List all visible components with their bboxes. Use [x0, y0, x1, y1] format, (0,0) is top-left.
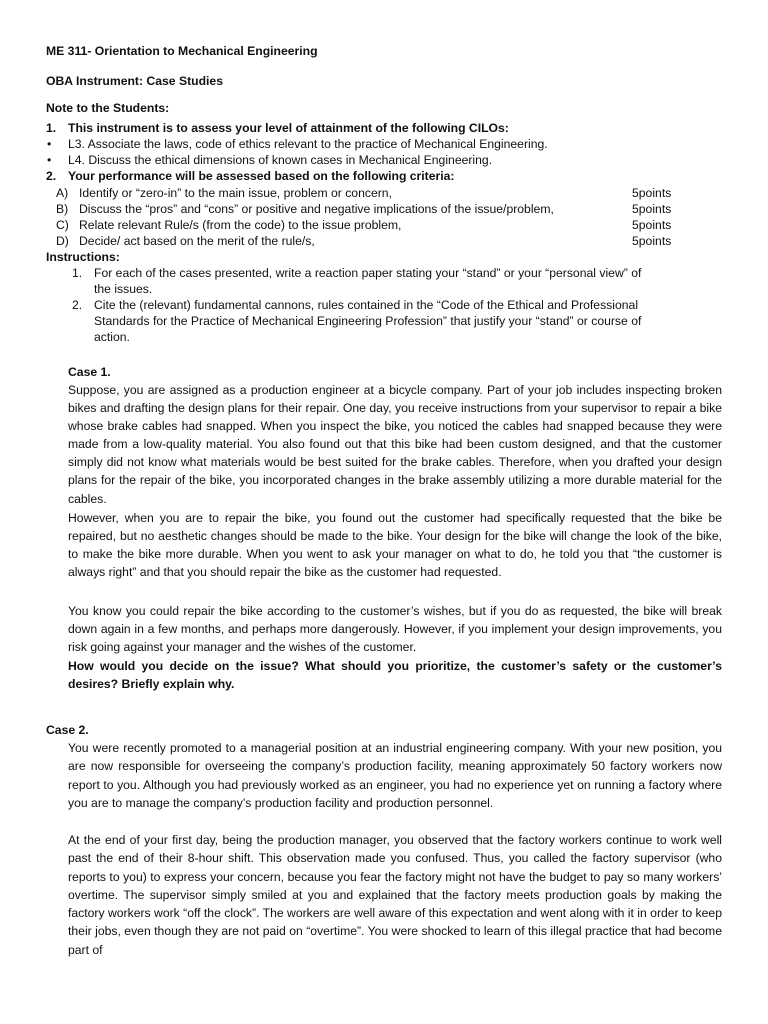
- instruction-text: action.: [94, 330, 130, 344]
- criterion-points: 5points: [632, 218, 672, 232]
- criterion-letter: C): [56, 218, 69, 232]
- criterion-text: Relate relevant Rule/s (from the code) to the issue problem,: [79, 218, 402, 232]
- criterion-letter: B): [56, 202, 69, 216]
- criterion-points: 5points: [632, 234, 672, 248]
- case-paragraph: You were recently promoted to a managerial position at an industrial engineering company. With your new position, you are now responsible for overseeing the company’s production facility, meaning approximately 50 factory workers now report to you. Although you had previously worked as an engineer, you had no experience yet on running a factory where you are to manage the company’s production facility and production personnel.: [68, 741, 722, 810]
- note-heading: Note to the Students:: [46, 101, 170, 115]
- instruction-number: 2.: [72, 298, 83, 312]
- criterion-text: Identify or “zero-in” to the main issue, problem or concern,: [79, 186, 392, 200]
- criterion-letter: D): [56, 234, 69, 248]
- bullet-icon: •: [47, 137, 52, 151]
- cilo-item: L4. Discuss the ethical dimensions of known cases in Mechanical Engineering.: [68, 153, 493, 167]
- course-title: ME 311- Orientation to Mechanical Engineering: [46, 44, 318, 58]
- case-paragraph: You know you could repair the bike according to the customer’s wishes, but if you do as requested, the bike will break down again in a few months, and perhaps more dangerously. However, if you implement your design improvements, you risk going against your manager and the wishes of the customer.: [68, 604, 722, 655]
- case-title: Case 2.: [46, 723, 89, 737]
- criterion-points: 5points: [632, 202, 672, 216]
- case-paragraph: However, when you are to repair the bike, you found out the customer had specifically requested that the bike be repaired, but no aesthetic changes should be made to the bike. Your design for the bike will change the look of the bike, to make the bike more durable. When you went to ask your manager on what to do, he told you that “the customer is always right” and that you should repair the bike as the customer had requested.: [68, 511, 722, 580]
- instructions-heading: Instructions:: [46, 250, 120, 264]
- case-title: Case 1.: [68, 365, 111, 379]
- cilo-item: L3. Associate the laws, code of ethics relevant to the practice of Mechanical Engineering.: [68, 137, 548, 151]
- instruction-text: the issues.: [94, 282, 153, 296]
- criterion-points: 5points: [632, 186, 672, 200]
- instruction-text: Standards for the Practice of Mechanical Engineering Profession” that justify your “stand” or course of: [94, 314, 642, 328]
- instruction-text: For each of the cases presented, write a reaction paper stating your “stand” or your “personal view” of: [94, 266, 642, 280]
- item-text: Your performance will be assessed based on the following criteria:: [68, 169, 455, 183]
- instrument-title: OBA Instrument: Case Studies: [46, 74, 223, 88]
- case-paragraph: Suppose, you are assigned as a production engineer at a bicycle company. Part of your job includes inspecting broken bikes and drafting the design plans for their repair. One day, you receive instructions from your supervisor to repair a bike whose brake cables had snapped. When you inspect the bike, you noticed the cables had snapped because they were made from a low-quality material. You also found out that this bike had been custom designed, and that the customer simply did not know what materials would be best suited for the brake cables. Therefore, when you drafted your design plans for the repair of the bike, you incorporated changes in the brake assembly utilizing a more durable material for the cables.: [68, 383, 722, 506]
- item-text: This instrument is to assess your level of attainment of the following CILOs:: [68, 121, 509, 135]
- bullet-icon: •: [47, 153, 52, 167]
- item-number: 2.: [46, 169, 57, 183]
- criterion-letter: A): [56, 186, 69, 200]
- instruction-text: Cite the (relevant) fundamental cannons, rules contained in the “Code of the Ethical and Professional: [94, 298, 639, 312]
- instruction-number: 1.: [72, 266, 83, 280]
- criterion-text: Discuss the “pros” and “cons” or positive and negative implications of the issue/problem,: [79, 202, 554, 216]
- criterion-text: Decide/ act based on the merit of the rule/s,: [79, 234, 315, 248]
- case-question: How would you decide on the issue? What should you prioritize, the customer’s safety or the customer’s desires? Briefly explain why.: [68, 659, 722, 692]
- item-number: 1.: [46, 121, 57, 135]
- case-paragraph: At the end of your first day, being the production manager, you observed that the factory workers continue to work well past the end of their 8-hour shift. This observation made you confused. Thus, you called the factory supervisor (who reports to you) to express your concern, because you fear the factory might not have the budget to pay so many workers’ overtime. The supervisor simply smiled at you and explained that the factory meets production goals by making the factory workers work “off the clock”. The workers are well aware of this expectation and went along with it in order to keep their jobs, even though they are not paid on “overtime”. You were shocked to learn of this illegal practice that had become part of: [68, 833, 722, 957]
